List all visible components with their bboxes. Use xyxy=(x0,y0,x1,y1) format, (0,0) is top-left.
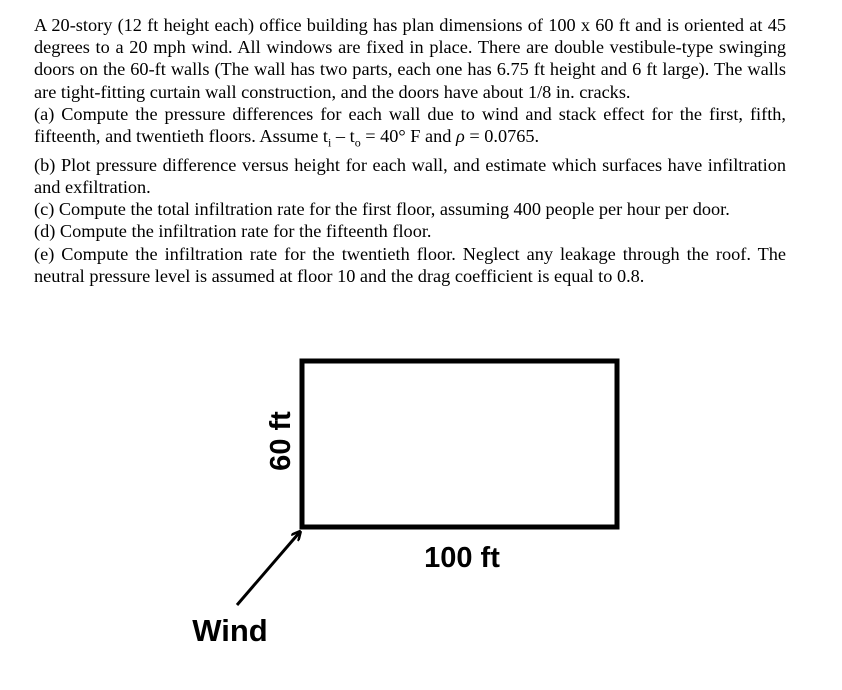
part-a-text: (a) Compute the pressure differences for each wall due to wind and stack effect for the first, fifth, fifteenth, and twentieth floors. Assume t xyxy=(34,103,786,147)
part-d: (d) Compute the infiltration rate for the fifteenth floor. xyxy=(34,221,432,242)
problem-intro: A 20-story (12 ft height each) office building has plan dimensions of 100 x 60 ft and is oriented at 45 degrees to a 20 mph wind. All windows are fixed in place. There are double vestibule-type swinging doors on the 60-ft walls (The wall has two parts, each one has 6.75 ft height and 6 ft large). The walls are tight-fitting curtain wall construction, and the doors have about 1/8 in. cracks. xyxy=(34,15,786,102)
subscript-i: i xyxy=(327,135,332,150)
part-b: (b) Plot pressure difference versus height for each wall, and estimate which surfaces have infiltration and exfiltration. xyxy=(34,154,786,198)
part-a-end: = 0.0765. xyxy=(464,126,540,147)
wind-label: Wind xyxy=(192,613,268,648)
rho-symbol: ρ xyxy=(456,126,465,147)
subscript-o: o xyxy=(354,135,361,150)
width-label: 100 ft xyxy=(424,542,500,574)
height-label: 60 ft xyxy=(265,411,297,471)
part-c: (c) Compute the total infiltration rate for the first floor, assuming 400 people per hour per door. xyxy=(34,199,730,220)
wind-arrow xyxy=(237,533,299,605)
part-a-minus: – t xyxy=(331,126,355,147)
part-a-rest: = 40° F and xyxy=(360,126,457,147)
building-plan-rectangle xyxy=(302,361,617,527)
part-e: (e) Compute the infiltration rate for the twentieth floor. Neglect any leakage through the roof. The neutral pressure level is assumed at floor 10 and the drag coefficient is equal to 0.8. xyxy=(34,243,786,286)
